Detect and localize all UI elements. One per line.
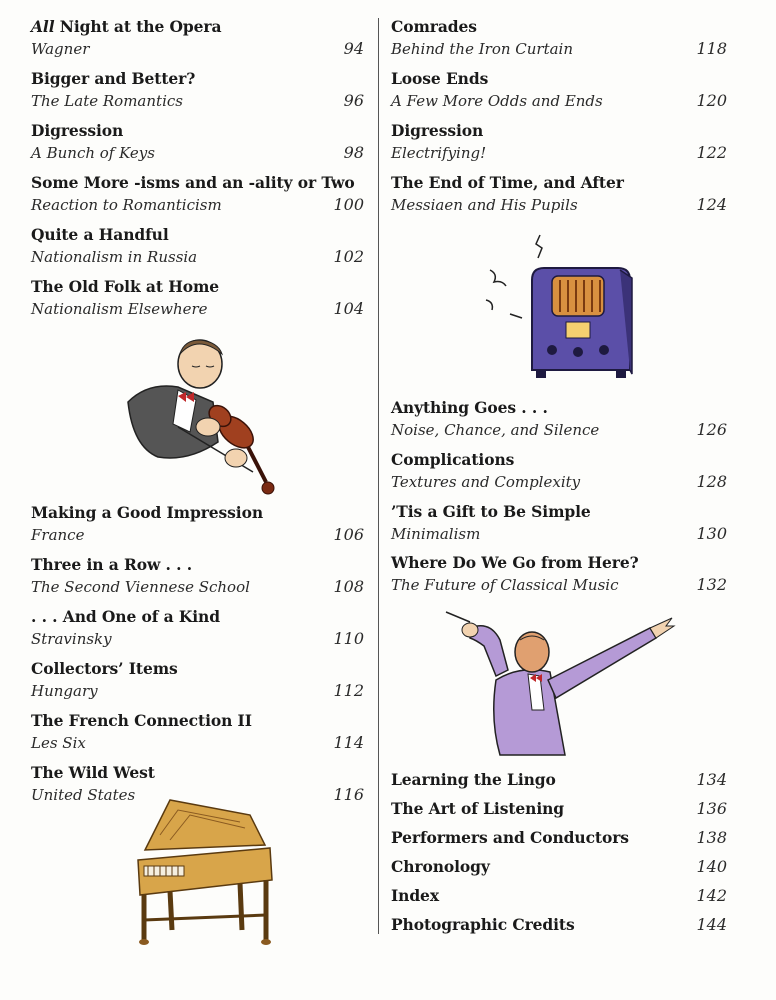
entry-subtitle: Noise, Chance, and Silence xyxy=(391,421,600,439)
toc-entry[interactable] xyxy=(31,503,364,545)
entry-title: The Wild West xyxy=(31,763,155,782)
entry-page-number: 120 xyxy=(696,91,727,110)
entry-page-number: 96 xyxy=(343,91,364,110)
entry-page-number: 124 xyxy=(696,195,727,214)
entry-page-number: 130 xyxy=(696,524,727,543)
toc-entry[interactable] xyxy=(391,173,727,215)
entry-page-number: 112 xyxy=(333,681,364,700)
entry-subtitle: The Future of Classical Music xyxy=(391,576,619,594)
entry-subtitle: Messiaen and His Pupils xyxy=(391,196,578,214)
entry-page-number: 116 xyxy=(333,785,364,804)
conductor-illustration xyxy=(440,610,680,764)
entry-title: The French Connection II xyxy=(31,711,252,730)
toc-entry[interactable] xyxy=(391,502,727,544)
entry-page-number: 118 xyxy=(696,39,727,58)
entry-subtitle: Nationalism in Russia xyxy=(31,248,198,266)
entry-page-number: 98 xyxy=(343,143,364,162)
entry-page-number: 144 xyxy=(696,915,727,934)
entry-page-number: 138 xyxy=(696,828,727,847)
radio-illustration xyxy=(480,230,635,389)
toc-entry[interactable] xyxy=(31,225,364,267)
toc-entry[interactable] xyxy=(391,770,727,790)
toc-entry[interactable] xyxy=(391,17,727,59)
toc-entry[interactable] xyxy=(31,555,364,597)
entry-title: Three in a Row . . . xyxy=(31,555,193,574)
entry-subtitle: Stravinsky xyxy=(31,630,112,648)
entry-title: Comrades xyxy=(391,17,477,36)
violinist-illustration xyxy=(118,332,278,506)
entry-title: . . . And One of a Kind xyxy=(31,607,220,626)
entry-subtitle: The Late Romantics xyxy=(31,92,183,110)
entry-title: Collectors’ Items xyxy=(31,659,178,678)
entry-page-number: 122 xyxy=(696,143,727,162)
entry-title: Index xyxy=(391,886,439,905)
toc-entry[interactable] xyxy=(31,277,364,319)
entry-page-number: 132 xyxy=(696,575,727,594)
entry-page-number: 100 xyxy=(333,195,364,214)
entry-title: Some More -isms and an -ality or Two xyxy=(31,173,355,192)
entry-subtitle: A Few More Odds and Ends xyxy=(391,92,603,110)
entry-subtitle: France xyxy=(31,526,85,544)
entry-title: Where Do We Go from Here? xyxy=(391,553,639,572)
entry-title: Chronology xyxy=(391,857,490,876)
toc-entry[interactable] xyxy=(31,121,364,163)
toc-entry[interactable] xyxy=(391,398,727,440)
entry-subtitle: United States xyxy=(31,786,136,804)
entry-page-number: 110 xyxy=(333,629,364,648)
entry-page-number: 106 xyxy=(333,525,364,544)
entry-title: Loose Ends xyxy=(391,69,489,88)
entry-page-number: 102 xyxy=(333,247,364,266)
toc-entry[interactable] xyxy=(391,121,727,163)
entry-subtitle: The Second Viennese School xyxy=(31,578,250,596)
entry-subtitle: Nationalism Elsewhere xyxy=(31,300,208,318)
toc-entry[interactable] xyxy=(391,799,727,819)
toc-entry[interactable] xyxy=(391,915,727,935)
entry-subtitle: Minimalism xyxy=(391,525,481,543)
entry-title: Learning the Lingo xyxy=(391,770,556,789)
entry-page-number: 142 xyxy=(696,886,727,905)
entry-title: The Art of Listening xyxy=(391,799,565,818)
harpsichord-illustration xyxy=(130,790,280,954)
toc-entry[interactable] xyxy=(31,17,364,59)
entry-title: Complications xyxy=(391,450,515,469)
entry-page-number: 134 xyxy=(696,770,727,789)
entry-page-number: 108 xyxy=(333,577,364,596)
toc-entry[interactable] xyxy=(391,886,727,906)
entry-title: Photographic Credits xyxy=(391,915,575,934)
entry-page-number: 128 xyxy=(696,472,727,491)
entry-title: Anything Goes . . . xyxy=(391,398,548,417)
toc-entry[interactable] xyxy=(391,69,727,111)
entry-page-number: 140 xyxy=(696,857,727,876)
toc-entry[interactable] xyxy=(391,553,727,595)
entry-subtitle: Les Six xyxy=(31,734,86,752)
entry-title: ’Tis a Gift to Be Simple xyxy=(391,502,591,521)
entry-title: Making a Good Impression xyxy=(31,503,263,522)
entry-page-number: 136 xyxy=(696,799,727,818)
entry-page-number: 94 xyxy=(343,39,364,58)
toc-entry[interactable] xyxy=(391,828,727,848)
column-divider xyxy=(378,18,379,934)
entry-subtitle: Electrifying! xyxy=(391,144,487,162)
entry-page-number: 104 xyxy=(333,299,364,318)
entry-subtitle: Hungary xyxy=(31,682,98,700)
entry-title: The End of Time, and After xyxy=(391,173,624,192)
entry-title: All Night at the Opera xyxy=(31,17,222,36)
toc-entry[interactable] xyxy=(31,69,364,111)
entry-subtitle: Textures and Complexity xyxy=(391,473,581,491)
entry-subtitle: Wagner xyxy=(31,40,90,58)
entry-subtitle: A Bunch of Keys xyxy=(31,144,155,162)
toc-entry[interactable] xyxy=(31,711,364,753)
entry-title: Digression xyxy=(391,121,484,140)
entry-subtitle: Behind the Iron Curtain xyxy=(391,40,574,58)
toc-entry[interactable] xyxy=(31,659,364,701)
entry-title: Performers and Conductors xyxy=(391,828,629,847)
entry-title: Digression xyxy=(31,121,124,140)
entry-title: The Old Folk at Home xyxy=(31,277,220,296)
entry-subtitle: Reaction to Romanticism xyxy=(31,196,222,214)
entry-title: Quite a Handful xyxy=(31,225,169,244)
toc-entry[interactable] xyxy=(31,173,364,215)
entry-page-number: 126 xyxy=(696,420,727,439)
toc-entry[interactable] xyxy=(391,450,727,492)
entry-title: Bigger and Better? xyxy=(31,69,196,88)
toc-entry[interactable] xyxy=(31,607,364,649)
entry-page-number: 114 xyxy=(333,733,364,752)
toc-entry[interactable] xyxy=(391,857,727,877)
